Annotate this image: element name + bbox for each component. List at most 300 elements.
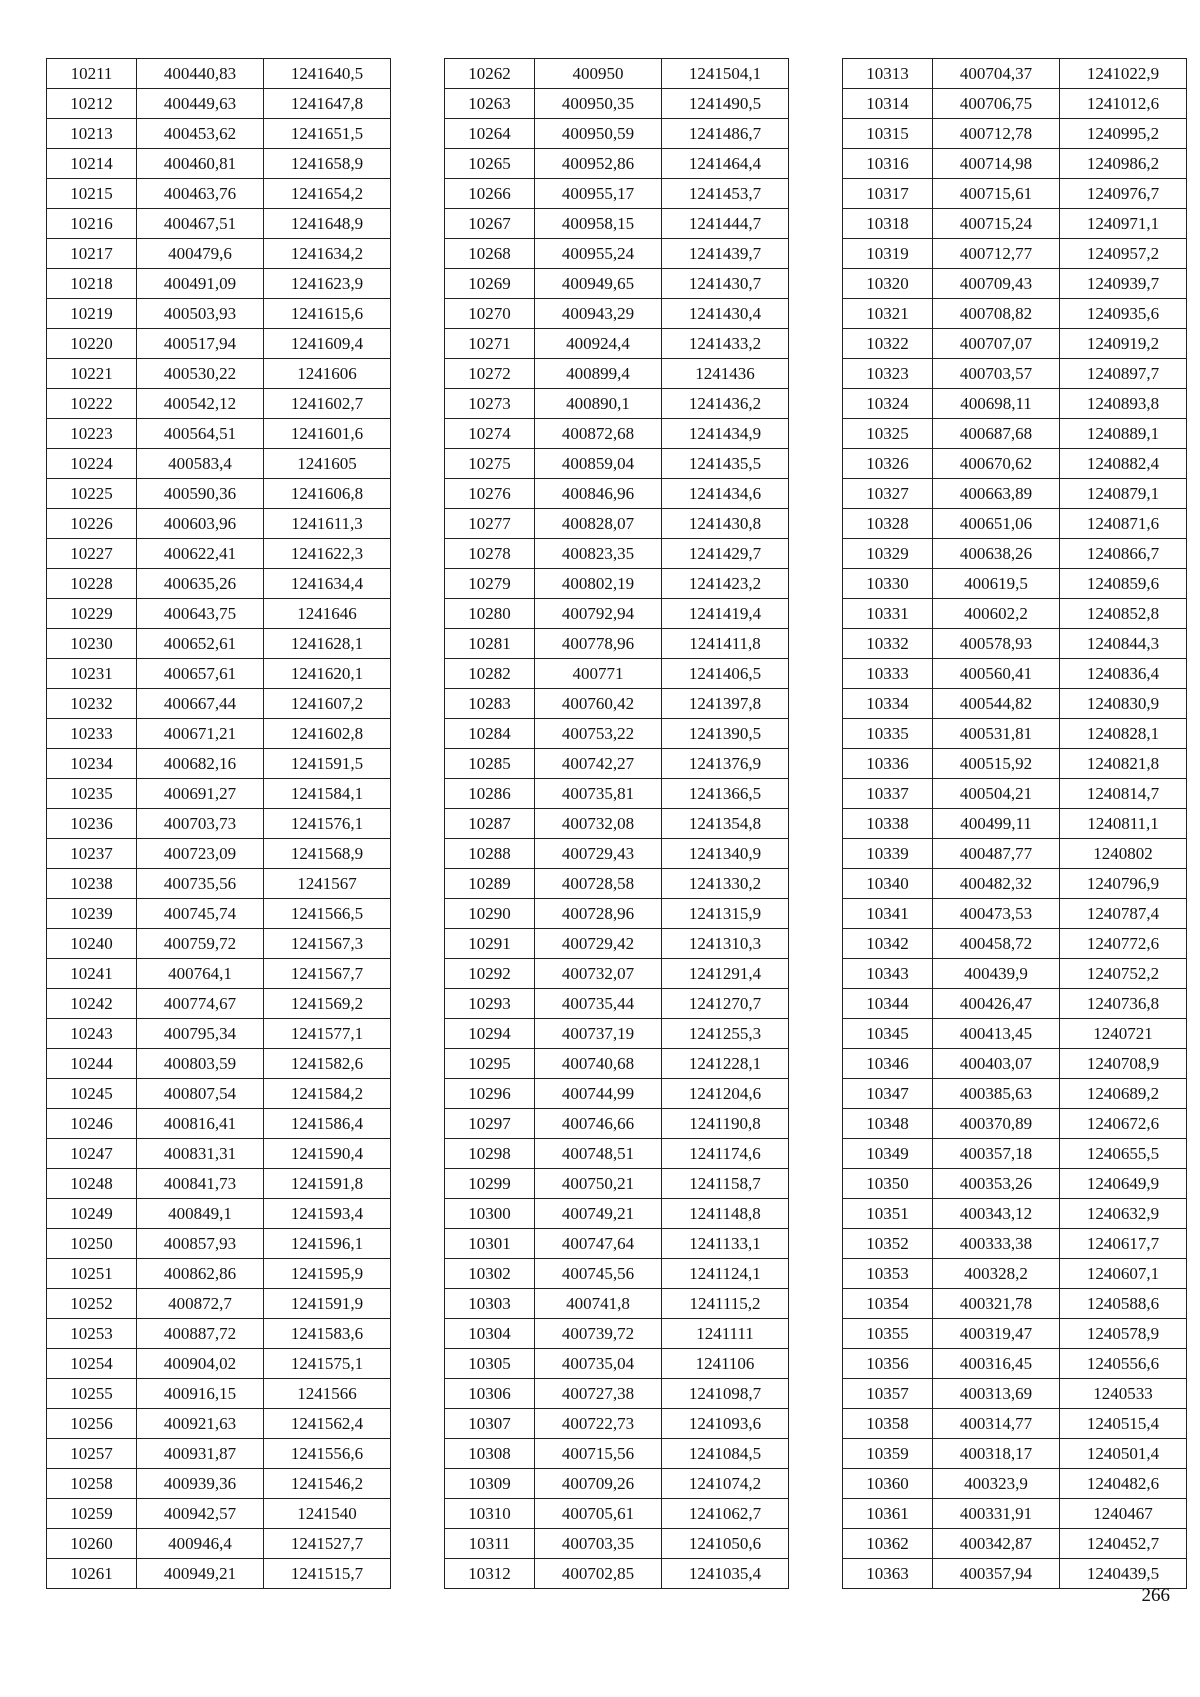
table-row bbox=[47, 839, 391, 869]
table-row bbox=[445, 449, 789, 479]
table-row bbox=[47, 389, 391, 419]
x-coordinate-cell: 400542,12 bbox=[137, 389, 264, 419]
table-row bbox=[843, 89, 1187, 119]
table-row bbox=[445, 629, 789, 659]
x-coordinate-cell: 400746,66 bbox=[535, 1109, 662, 1139]
table-row bbox=[47, 779, 391, 809]
x-coordinate-cell: 400342,87 bbox=[933, 1529, 1060, 1559]
table-row bbox=[445, 149, 789, 179]
point-id-cell: 10320 bbox=[843, 269, 933, 299]
table-row bbox=[843, 989, 1187, 1019]
x-coordinate-cell: 400706,75 bbox=[933, 89, 1060, 119]
point-id-cell: 10246 bbox=[47, 1109, 137, 1139]
y-coordinate-cell: 1241593,4 bbox=[264, 1199, 391, 1229]
x-coordinate-cell: 400463,76 bbox=[137, 179, 264, 209]
table-row bbox=[47, 599, 391, 629]
table-row bbox=[843, 659, 1187, 689]
y-coordinate-cell: 1241419,4 bbox=[662, 599, 789, 629]
y-coordinate-cell: 1240814,7 bbox=[1060, 779, 1187, 809]
point-id-cell: 10347 bbox=[843, 1079, 933, 1109]
y-coordinate-cell: 1240736,8 bbox=[1060, 989, 1187, 1019]
x-coordinate-cell: 400487,77 bbox=[933, 839, 1060, 869]
x-coordinate-cell: 400946,4 bbox=[137, 1529, 264, 1559]
point-id-cell: 10237 bbox=[47, 839, 137, 869]
x-coordinate-cell: 400745,74 bbox=[137, 899, 264, 929]
point-id-cell: 10363 bbox=[843, 1559, 933, 1589]
point-id-cell: 10339 bbox=[843, 839, 933, 869]
point-id-cell: 10329 bbox=[843, 539, 933, 569]
table-row bbox=[843, 1349, 1187, 1379]
point-id-cell: 10323 bbox=[843, 359, 933, 389]
y-coordinate-cell: 1241609,4 bbox=[264, 329, 391, 359]
x-coordinate-cell: 400715,56 bbox=[535, 1439, 662, 1469]
y-coordinate-cell: 1241174,6 bbox=[662, 1139, 789, 1169]
y-coordinate-cell: 1241646 bbox=[264, 599, 391, 629]
table-row bbox=[47, 749, 391, 779]
point-id-cell: 10337 bbox=[843, 779, 933, 809]
x-coordinate-cell: 400657,61 bbox=[137, 659, 264, 689]
point-id-cell: 10351 bbox=[843, 1199, 933, 1229]
table-row bbox=[445, 1559, 789, 1589]
x-coordinate-cell: 400862,86 bbox=[137, 1259, 264, 1289]
x-coordinate-cell: 400742,27 bbox=[535, 749, 662, 779]
point-id-cell: 10361 bbox=[843, 1499, 933, 1529]
table-row bbox=[843, 1139, 1187, 1169]
x-coordinate-cell: 400698,11 bbox=[933, 389, 1060, 419]
table-row bbox=[843, 1109, 1187, 1139]
point-id-cell: 10280 bbox=[445, 599, 535, 629]
point-id-cell: 10289 bbox=[445, 869, 535, 899]
y-coordinate-cell: 1240882,4 bbox=[1060, 449, 1187, 479]
y-coordinate-cell: 1241228,1 bbox=[662, 1049, 789, 1079]
x-coordinate-cell: 400560,41 bbox=[933, 659, 1060, 689]
x-coordinate-cell: 400687,68 bbox=[933, 419, 1060, 449]
x-coordinate-cell: 400857,93 bbox=[137, 1229, 264, 1259]
x-coordinate-cell: 400727,38 bbox=[535, 1379, 662, 1409]
point-id-cell: 10255 bbox=[47, 1379, 137, 1409]
y-coordinate-cell: 1240787,4 bbox=[1060, 899, 1187, 929]
x-coordinate-cell: 400748,51 bbox=[535, 1139, 662, 1169]
table-row bbox=[445, 839, 789, 869]
table-row bbox=[445, 1379, 789, 1409]
table-row bbox=[843, 1079, 1187, 1109]
x-coordinate-cell: 400622,41 bbox=[137, 539, 264, 569]
table-row bbox=[47, 479, 391, 509]
y-coordinate-cell: 1240515,4 bbox=[1060, 1409, 1187, 1439]
y-coordinate-cell: 1241596,1 bbox=[264, 1229, 391, 1259]
x-coordinate-cell: 400950 bbox=[535, 59, 662, 89]
y-coordinate-cell: 1241084,5 bbox=[662, 1439, 789, 1469]
x-coordinate-cell: 400671,21 bbox=[137, 719, 264, 749]
x-coordinate-cell: 400712,77 bbox=[933, 239, 1060, 269]
table-row bbox=[445, 389, 789, 419]
x-coordinate-cell: 400682,16 bbox=[137, 749, 264, 779]
x-coordinate-cell: 400924,4 bbox=[535, 329, 662, 359]
point-id-cell: 10350 bbox=[843, 1169, 933, 1199]
y-coordinate-cell: 1241527,7 bbox=[264, 1529, 391, 1559]
point-id-cell: 10248 bbox=[47, 1169, 137, 1199]
x-coordinate-cell: 400735,04 bbox=[535, 1349, 662, 1379]
table-row bbox=[47, 659, 391, 689]
x-coordinate-cell: 400950,59 bbox=[535, 119, 662, 149]
table-row bbox=[445, 929, 789, 959]
table-row bbox=[843, 269, 1187, 299]
y-coordinate-cell: 1241568,9 bbox=[264, 839, 391, 869]
table-row bbox=[445, 599, 789, 629]
point-id-cell: 10299 bbox=[445, 1169, 535, 1199]
table-row bbox=[47, 419, 391, 449]
y-coordinate-cell: 1240919,2 bbox=[1060, 329, 1187, 359]
x-coordinate-cell: 400353,26 bbox=[933, 1169, 1060, 1199]
y-coordinate-cell: 1240976,7 bbox=[1060, 179, 1187, 209]
point-id-cell: 10326 bbox=[843, 449, 933, 479]
table-row bbox=[47, 959, 391, 989]
table-row bbox=[445, 749, 789, 779]
y-coordinate-cell: 1241584,1 bbox=[264, 779, 391, 809]
y-coordinate-cell: 1241591,5 bbox=[264, 749, 391, 779]
x-coordinate-cell: 400426,47 bbox=[933, 989, 1060, 1019]
x-coordinate-cell: 400460,81 bbox=[137, 149, 264, 179]
x-coordinate-cell: 400652,61 bbox=[137, 629, 264, 659]
y-coordinate-cell: 1241577,1 bbox=[264, 1019, 391, 1049]
table-row bbox=[445, 1199, 789, 1229]
point-id-cell: 10258 bbox=[47, 1469, 137, 1499]
table-row bbox=[47, 1379, 391, 1409]
y-coordinate-cell: 1240802 bbox=[1060, 839, 1187, 869]
y-coordinate-cell: 1240655,5 bbox=[1060, 1139, 1187, 1169]
y-coordinate-cell: 1241444,7 bbox=[662, 209, 789, 239]
y-coordinate-cell: 1241602,7 bbox=[264, 389, 391, 419]
point-id-cell: 10342 bbox=[843, 929, 933, 959]
table-row bbox=[843, 839, 1187, 869]
table-row bbox=[445, 239, 789, 269]
y-coordinate-cell: 1241601,6 bbox=[264, 419, 391, 449]
point-id-cell: 10327 bbox=[843, 479, 933, 509]
y-coordinate-cell: 1241651,5 bbox=[264, 119, 391, 149]
table-row bbox=[47, 1319, 391, 1349]
x-coordinate-cell: 400578,93 bbox=[933, 629, 1060, 659]
table-row bbox=[843, 149, 1187, 179]
point-id-cell: 10340 bbox=[843, 869, 933, 899]
table-row bbox=[47, 1109, 391, 1139]
x-coordinate-cell: 400931,87 bbox=[137, 1439, 264, 1469]
x-coordinate-cell: 400747,64 bbox=[535, 1229, 662, 1259]
x-coordinate-cell: 400715,61 bbox=[933, 179, 1060, 209]
point-id-cell: 10294 bbox=[445, 1019, 535, 1049]
point-id-cell: 10284 bbox=[445, 719, 535, 749]
table-row bbox=[843, 1499, 1187, 1529]
x-coordinate-cell: 400859,04 bbox=[535, 449, 662, 479]
y-coordinate-cell: 1241436 bbox=[662, 359, 789, 389]
x-coordinate-cell: 400753,22 bbox=[535, 719, 662, 749]
point-id-cell: 10316 bbox=[843, 149, 933, 179]
point-id-cell: 10343 bbox=[843, 959, 933, 989]
table-row bbox=[47, 1019, 391, 1049]
point-id-cell: 10303 bbox=[445, 1289, 535, 1319]
table-row bbox=[47, 1469, 391, 1499]
table-row bbox=[47, 1259, 391, 1289]
point-id-cell: 10262 bbox=[445, 59, 535, 89]
point-id-cell: 10219 bbox=[47, 299, 137, 329]
x-coordinate-cell: 400703,73 bbox=[137, 809, 264, 839]
point-id-cell: 10218 bbox=[47, 269, 137, 299]
point-id-cell: 10226 bbox=[47, 509, 137, 539]
x-coordinate-cell: 400828,07 bbox=[535, 509, 662, 539]
x-coordinate-cell: 400887,72 bbox=[137, 1319, 264, 1349]
y-coordinate-cell: 1241658,9 bbox=[264, 149, 391, 179]
x-coordinate-cell: 400739,72 bbox=[535, 1319, 662, 1349]
table-row bbox=[445, 1499, 789, 1529]
y-coordinate-cell: 1241540 bbox=[264, 1499, 391, 1529]
x-coordinate-cell: 400331,91 bbox=[933, 1499, 1060, 1529]
y-coordinate-cell: 1240632,9 bbox=[1060, 1199, 1187, 1229]
table-row bbox=[47, 1169, 391, 1199]
point-id-cell: 10291 bbox=[445, 929, 535, 959]
x-coordinate-cell: 400939,36 bbox=[137, 1469, 264, 1499]
table-row bbox=[445, 59, 789, 89]
point-id-cell: 10236 bbox=[47, 809, 137, 839]
point-id-cell: 10214 bbox=[47, 149, 137, 179]
y-coordinate-cell: 1241575,1 bbox=[264, 1349, 391, 1379]
table-row bbox=[47, 809, 391, 839]
x-coordinate-cell: 400328,2 bbox=[933, 1259, 1060, 1289]
point-id-cell: 10295 bbox=[445, 1049, 535, 1079]
y-coordinate-cell: 1240879,1 bbox=[1060, 479, 1187, 509]
point-id-cell: 10213 bbox=[47, 119, 137, 149]
y-coordinate-cell: 1241406,5 bbox=[662, 659, 789, 689]
point-id-cell: 10249 bbox=[47, 1199, 137, 1229]
point-id-cell: 10324 bbox=[843, 389, 933, 419]
y-coordinate-cell: 1241430,7 bbox=[662, 269, 789, 299]
x-coordinate-cell: 400515,92 bbox=[933, 749, 1060, 779]
y-coordinate-cell: 1241124,1 bbox=[662, 1259, 789, 1289]
y-coordinate-cell: 1241640,5 bbox=[264, 59, 391, 89]
x-coordinate-cell: 400778,96 bbox=[535, 629, 662, 659]
x-coordinate-cell: 400841,73 bbox=[137, 1169, 264, 1199]
y-coordinate-cell: 1241330,2 bbox=[662, 869, 789, 899]
x-coordinate-cell: 400735,44 bbox=[535, 989, 662, 1019]
x-coordinate-cell: 400771 bbox=[535, 659, 662, 689]
x-coordinate-cell: 400357,94 bbox=[933, 1559, 1060, 1589]
x-coordinate-cell: 400916,15 bbox=[137, 1379, 264, 1409]
table-row bbox=[843, 1019, 1187, 1049]
x-coordinate-cell: 400942,57 bbox=[137, 1499, 264, 1529]
table-row bbox=[843, 539, 1187, 569]
point-id-cell: 10278 bbox=[445, 539, 535, 569]
x-coordinate-cell: 400949,21 bbox=[137, 1559, 264, 1589]
y-coordinate-cell: 1241584,2 bbox=[264, 1079, 391, 1109]
y-coordinate-cell: 1241634,4 bbox=[264, 569, 391, 599]
x-coordinate-cell: 400803,59 bbox=[137, 1049, 264, 1079]
y-coordinate-cell: 1241390,5 bbox=[662, 719, 789, 749]
table-row bbox=[47, 899, 391, 929]
table-row bbox=[47, 1349, 391, 1379]
point-id-cell: 10238 bbox=[47, 869, 137, 899]
point-id-cell: 10285 bbox=[445, 749, 535, 779]
x-coordinate-cell: 400764,1 bbox=[137, 959, 264, 989]
x-coordinate-cell: 400333,38 bbox=[933, 1229, 1060, 1259]
table-row bbox=[843, 449, 1187, 479]
point-id-cell: 10232 bbox=[47, 689, 137, 719]
y-coordinate-cell: 1241115,2 bbox=[662, 1289, 789, 1319]
y-coordinate-cell: 1240889,1 bbox=[1060, 419, 1187, 449]
point-id-cell: 10332 bbox=[843, 629, 933, 659]
point-id-cell: 10274 bbox=[445, 419, 535, 449]
table-row bbox=[843, 209, 1187, 239]
y-coordinate-cell: 1241567,7 bbox=[264, 959, 391, 989]
table-row bbox=[843, 1319, 1187, 1349]
table-row bbox=[445, 1349, 789, 1379]
table-row bbox=[47, 239, 391, 269]
table-row bbox=[843, 299, 1187, 329]
x-coordinate-cell: 400458,72 bbox=[933, 929, 1060, 959]
point-id-cell: 10353 bbox=[843, 1259, 933, 1289]
table-row bbox=[47, 719, 391, 749]
y-coordinate-cell: 1240752,2 bbox=[1060, 959, 1187, 989]
y-coordinate-cell: 1240893,8 bbox=[1060, 389, 1187, 419]
y-coordinate-cell: 1241430,8 bbox=[662, 509, 789, 539]
table-row bbox=[47, 149, 391, 179]
table-row bbox=[47, 869, 391, 899]
y-coordinate-cell: 1241255,3 bbox=[662, 1019, 789, 1049]
y-coordinate-cell: 1240844,3 bbox=[1060, 629, 1187, 659]
y-coordinate-cell: 1241148,8 bbox=[662, 1199, 789, 1229]
point-id-cell: 10268 bbox=[445, 239, 535, 269]
y-coordinate-cell: 1240852,8 bbox=[1060, 599, 1187, 629]
x-coordinate-cell: 400890,1 bbox=[535, 389, 662, 419]
table-row bbox=[445, 479, 789, 509]
y-coordinate-cell: 1241453,7 bbox=[662, 179, 789, 209]
table-row bbox=[47, 449, 391, 479]
y-coordinate-cell: 1241556,6 bbox=[264, 1439, 391, 1469]
y-coordinate-cell: 1240859,6 bbox=[1060, 569, 1187, 599]
table-row bbox=[843, 719, 1187, 749]
x-coordinate-cell: 400479,6 bbox=[137, 239, 264, 269]
point-id-cell: 10212 bbox=[47, 89, 137, 119]
point-id-cell: 10298 bbox=[445, 1139, 535, 1169]
table-row bbox=[843, 1439, 1187, 1469]
point-id-cell: 10277 bbox=[445, 509, 535, 539]
x-coordinate-cell: 400807,54 bbox=[137, 1079, 264, 1109]
x-coordinate-cell: 400816,41 bbox=[137, 1109, 264, 1139]
y-coordinate-cell: 1240578,9 bbox=[1060, 1319, 1187, 1349]
table-row bbox=[843, 419, 1187, 449]
point-id-cell: 10211 bbox=[47, 59, 137, 89]
point-id-cell: 10240 bbox=[47, 929, 137, 959]
point-id-cell: 10296 bbox=[445, 1079, 535, 1109]
point-id-cell: 10241 bbox=[47, 959, 137, 989]
y-coordinate-cell: 1240467 bbox=[1060, 1499, 1187, 1529]
y-coordinate-cell: 1241623,9 bbox=[264, 269, 391, 299]
x-coordinate-cell: 400943,29 bbox=[535, 299, 662, 329]
y-coordinate-cell: 1241602,8 bbox=[264, 719, 391, 749]
table-row bbox=[843, 1169, 1187, 1199]
x-coordinate-cell: 400872,68 bbox=[535, 419, 662, 449]
x-coordinate-cell: 400413,45 bbox=[933, 1019, 1060, 1049]
table-row bbox=[843, 179, 1187, 209]
point-id-cell: 10287 bbox=[445, 809, 535, 839]
x-coordinate-cell: 400663,89 bbox=[933, 479, 1060, 509]
y-coordinate-cell: 1241607,2 bbox=[264, 689, 391, 719]
y-coordinate-cell: 1241050,6 bbox=[662, 1529, 789, 1559]
point-id-cell: 10319 bbox=[843, 239, 933, 269]
table-row bbox=[445, 1529, 789, 1559]
point-id-cell: 10355 bbox=[843, 1319, 933, 1349]
table-row bbox=[47, 119, 391, 149]
coordinates-table-2 bbox=[444, 58, 789, 1589]
x-coordinate-cell: 400635,26 bbox=[137, 569, 264, 599]
point-id-cell: 10300 bbox=[445, 1199, 535, 1229]
point-id-cell: 10247 bbox=[47, 1139, 137, 1169]
x-coordinate-cell: 400357,18 bbox=[933, 1139, 1060, 1169]
x-coordinate-cell: 400504,21 bbox=[933, 779, 1060, 809]
y-coordinate-cell: 1241567,3 bbox=[264, 929, 391, 959]
point-id-cell: 10288 bbox=[445, 839, 535, 869]
x-coordinate-cell: 400667,44 bbox=[137, 689, 264, 719]
point-id-cell: 10312 bbox=[445, 1559, 535, 1589]
y-coordinate-cell: 1241583,6 bbox=[264, 1319, 391, 1349]
x-coordinate-cell: 400453,62 bbox=[137, 119, 264, 149]
x-coordinate-cell: 400732,07 bbox=[535, 959, 662, 989]
table-row bbox=[47, 989, 391, 1019]
y-coordinate-cell: 1241515,7 bbox=[264, 1559, 391, 1589]
y-coordinate-cell: 1241615,6 bbox=[264, 299, 391, 329]
point-id-cell: 10231 bbox=[47, 659, 137, 689]
y-coordinate-cell: 1241586,4 bbox=[264, 1109, 391, 1139]
table-row bbox=[843, 1289, 1187, 1319]
table-row bbox=[47, 1439, 391, 1469]
y-coordinate-cell: 1241430,4 bbox=[662, 299, 789, 329]
x-coordinate-cell: 400760,42 bbox=[535, 689, 662, 719]
table-row bbox=[445, 1469, 789, 1499]
table-row bbox=[445, 509, 789, 539]
table-row bbox=[445, 539, 789, 569]
y-coordinate-cell: 1241074,2 bbox=[662, 1469, 789, 1499]
point-id-cell: 10271 bbox=[445, 329, 535, 359]
x-coordinate-cell: 400705,61 bbox=[535, 1499, 662, 1529]
y-coordinate-cell: 1241434,9 bbox=[662, 419, 789, 449]
x-coordinate-cell: 400735,56 bbox=[137, 869, 264, 899]
point-id-cell: 10245 bbox=[47, 1079, 137, 1109]
table-row bbox=[843, 1409, 1187, 1439]
point-id-cell: 10259 bbox=[47, 1499, 137, 1529]
table-row bbox=[47, 209, 391, 239]
point-id-cell: 10314 bbox=[843, 89, 933, 119]
table-row bbox=[445, 1109, 789, 1139]
point-id-cell: 10297 bbox=[445, 1109, 535, 1139]
x-coordinate-cell: 400849,1 bbox=[137, 1199, 264, 1229]
y-coordinate-cell: 1241439,7 bbox=[662, 239, 789, 269]
point-id-cell: 10222 bbox=[47, 389, 137, 419]
point-id-cell: 10261 bbox=[47, 1559, 137, 1589]
x-coordinate-cell: 400503,93 bbox=[137, 299, 264, 329]
table-row bbox=[445, 269, 789, 299]
point-id-cell: 10356 bbox=[843, 1349, 933, 1379]
table-row bbox=[843, 509, 1187, 539]
x-coordinate-cell: 400702,85 bbox=[535, 1559, 662, 1589]
y-coordinate-cell: 1241606 bbox=[264, 359, 391, 389]
point-id-cell: 10265 bbox=[445, 149, 535, 179]
x-coordinate-cell: 400343,12 bbox=[933, 1199, 1060, 1229]
point-id-cell: 10290 bbox=[445, 899, 535, 929]
x-coordinate-cell: 400439,9 bbox=[933, 959, 1060, 989]
x-coordinate-cell: 400823,35 bbox=[535, 539, 662, 569]
point-id-cell: 10335 bbox=[843, 719, 933, 749]
y-coordinate-cell: 1241062,7 bbox=[662, 1499, 789, 1529]
table-row bbox=[843, 1199, 1187, 1229]
point-id-cell: 10354 bbox=[843, 1289, 933, 1319]
table-row bbox=[47, 1049, 391, 1079]
